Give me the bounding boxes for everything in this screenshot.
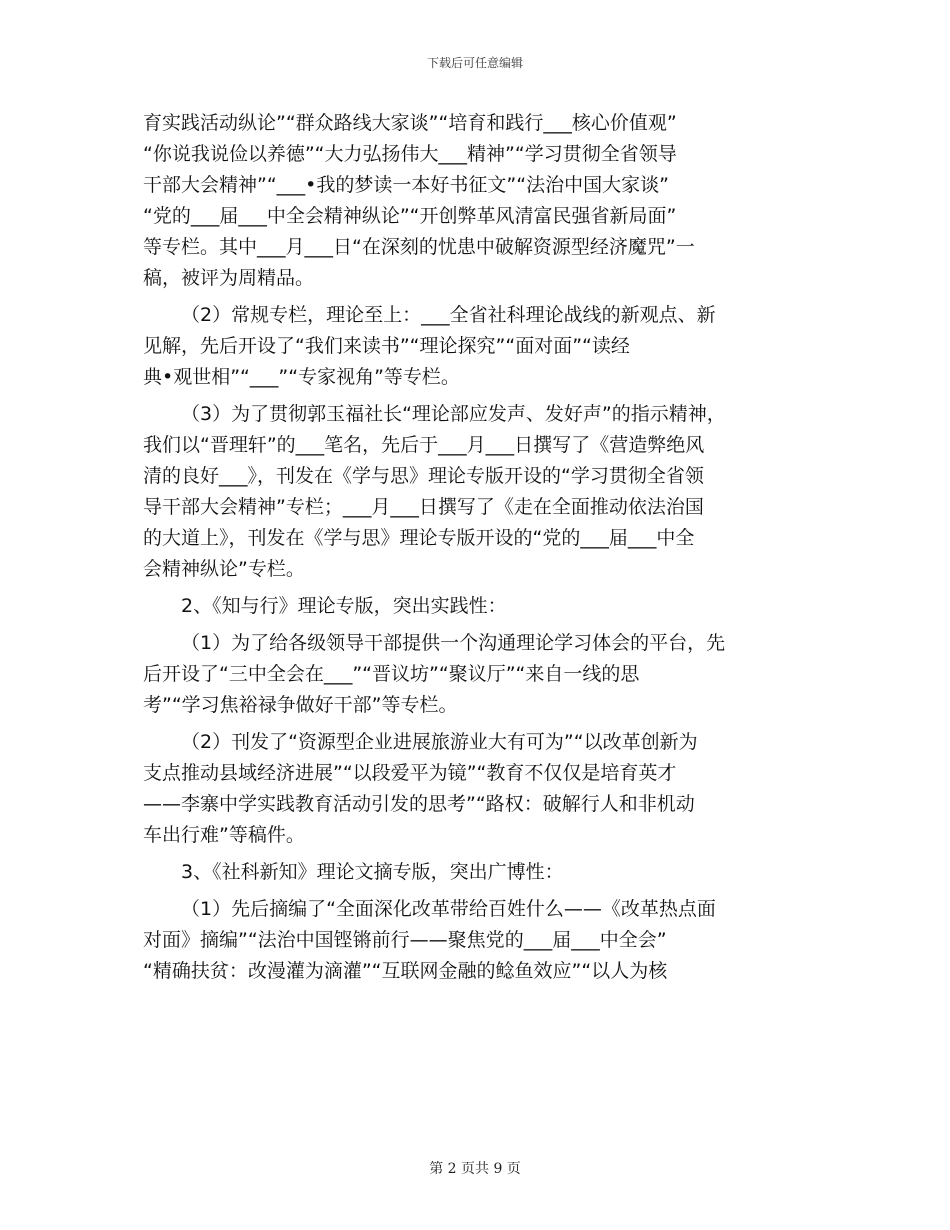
page-header: 下载后可任意编辑 [426,56,523,70]
paragraph [143,300,821,393]
text-line: 对面》摘编”“法治中国铿锵前行——聚焦党的___届___中全会” [143,929,667,951]
text-line: “精确扶贫：改漫灌为滴灌”“互联网金融的鲶鱼效应”“以人为核 [143,960,668,982]
text-line: （1）先后摘编了“全面深化改革带给百姓什么——《改革热点面 [181,898,716,920]
text-line: 车出行难”等稿件。 [143,824,305,846]
text-line: “你说我说俭以养德”“大力弘扬伟大___精神”“学习贯彻全省领导 [143,143,677,165]
paragraph [143,628,821,721]
text-line: 2、《知与行》理论专版，突出实践性： [181,595,507,617]
text-line: 考”“学习焦裕禄争做好干部”等专栏。 [143,694,458,716]
paragraph [143,727,821,851]
text-line: （3）为了贯彻郭玉福社长“理论部应发声、发好声”的指示精神， [181,403,726,425]
text-line: （1）为了给各级领导干部提供一个沟通理论学习体会的平台，先 [181,632,726,654]
text-line: 会精神纵论”专栏。 [143,558,305,580]
paragraph [143,108,821,294]
text-line: 育实践活动纵论”“群众路线大家谈”“培育和践行___核心价值观” [143,112,677,134]
text-line: 干部大会精神”“___•我的梦读一本好书征文”“法治中国大家谈” [143,174,669,196]
paragraph [143,591,821,622]
text-line: “党的___届___中全会精神纵论”“开创弊革风清富民强省新局面” [143,205,677,227]
paragraph [143,857,821,888]
text-line: 支点推动县域经济进展”“以段爱平为镜”“教育不仅仅是培育英才 [143,762,677,784]
text-line: 清的良好___》，刊发在《学与思》理论专版开设的“学习贯彻全省领 [143,465,704,487]
paragraph [143,399,821,585]
text-line: 后开设了“三中全会在___”“晋议坊”“聚议厅”“来自一线的思 [143,663,640,685]
text-line: （2）常规专栏，理论至上：___全省社科理论战线的新观点、新 [181,304,716,326]
text-line: ——李寨中学实践教育活动引发的思考”“路权：破解行人和非机动 [143,793,695,815]
paragraph [143,894,821,987]
text-line: 导干部大会精神”专栏；___月___日撰写了《走在全面推动依法治国 [143,496,704,518]
text-line: 我们以“晋理轩”的___笔名，先后于___月___日撰写了《营造弊绝风 [143,434,705,456]
document-body [143,108,821,987]
page-footer: 第 2 页共 9 页 [429,1161,521,1177]
text-line: 3、《社科新知》理论文摘专版，突出广博性： [181,861,564,883]
text-line: 见解，先后开设了“我们来读书”“理论探究”“面对面”“读经 [143,335,630,357]
text-line: 的大道上》，刊发在《学与思》理论专版开设的“党的___届___中全 [143,527,695,549]
text-line: 典•观世相”“___”“专家视角”等专栏。 [143,366,460,388]
text-line: 等专栏。其中___月___日“在深刻的忧患中破解资源型经济魔咒”一 [143,236,695,258]
text-line: 稿，被评为周精品。 [143,267,315,289]
text-line: （2）刊发了“资源型企业进展旅游业大有可为”“以改革创新为 [181,731,698,753]
